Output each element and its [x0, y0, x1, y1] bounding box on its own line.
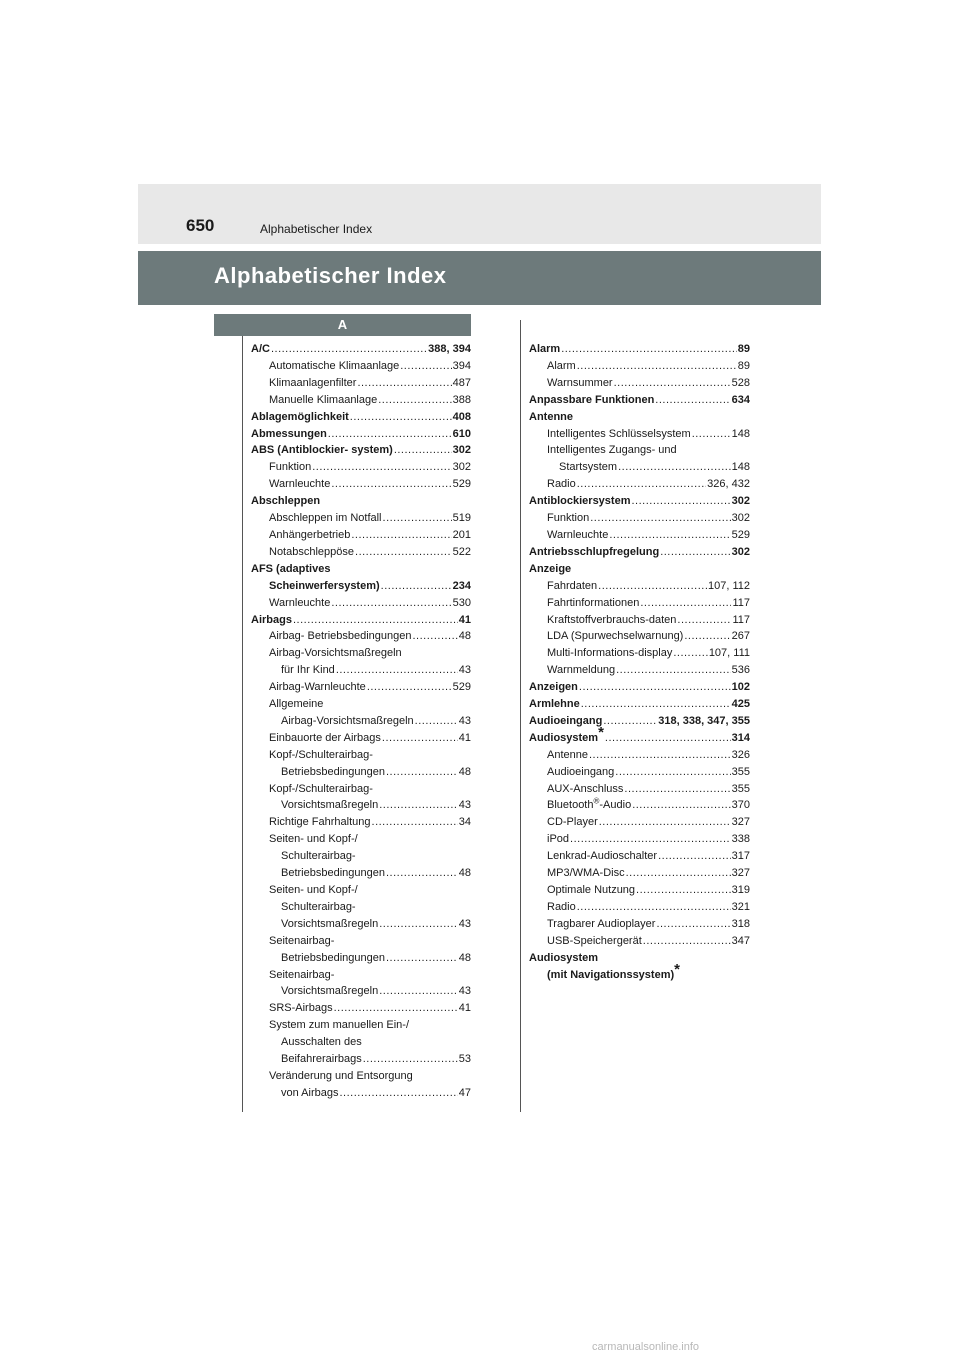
index-term: für Ihr Kind: [281, 664, 335, 677]
index-entry: [529, 713, 750, 730]
dot-leader: [660, 544, 730, 561]
dot-leader: [636, 882, 731, 899]
dot-leader: [605, 730, 731, 747]
index-term: Automatische Klimaanlage: [269, 359, 400, 372]
index-term: Radio: [547, 478, 576, 491]
dot-leader: [394, 442, 452, 459]
dot-leader: [677, 612, 731, 629]
page-reference: 321: [731, 900, 750, 913]
dot-leader: [367, 679, 452, 696]
index-term: Kraftstoffverbrauchs-daten: [547, 613, 677, 626]
index-term: Vorsichtsmaßregeln: [281, 799, 379, 812]
page-reference: 41: [458, 731, 471, 744]
dot-leader: [640, 595, 731, 612]
index-term: Klimaanlagenfilter: [269, 376, 357, 389]
index-entry: [529, 527, 750, 544]
index-term: Warnsummer: [547, 376, 613, 389]
index-heading: Ausschalten des: [281, 1036, 362, 1049]
page-reference: 302: [731, 545, 750, 558]
index-entry: [251, 1000, 471, 1017]
index-heading: Airbag-Vorsichtsmaßregeln: [269, 647, 402, 660]
dot-leader: [603, 713, 657, 730]
dot-leader: [684, 628, 730, 645]
index-term: Betriebsbedingungen: [281, 951, 385, 964]
index-term: Fahrtinformationen: [547, 596, 640, 609]
index-term: Vorsichtsmaßregeln: [281, 917, 379, 930]
dot-leader: [632, 797, 730, 814]
index-term: Ablagemöglichkeit: [251, 410, 349, 423]
index-term: Airbag-Warnleuchte: [269, 681, 366, 694]
index-entry: [529, 493, 750, 510]
index-entry: [251, 578, 471, 595]
index-entry: [529, 595, 750, 612]
dot-leader: [372, 814, 458, 831]
index-term: von Airbags: [281, 1086, 339, 1099]
index-heading: Audiosystem: [529, 951, 599, 964]
index-term: CD-Player: [547, 816, 598, 829]
index-entry: [251, 865, 471, 882]
page-reference: 347: [731, 934, 750, 947]
index-heading: Abschleppen: [251, 495, 321, 508]
dot-leader: [598, 578, 707, 595]
page-reference: 117: [732, 613, 750, 626]
index-heading: Kopf-/Schulterairbag-: [269, 782, 373, 795]
index-entry: [251, 409, 471, 426]
index-term: Beifahrerairbags: [281, 1053, 362, 1066]
page-reference: 327: [731, 816, 750, 829]
dot-leader: [357, 375, 451, 392]
index-entry: [251, 764, 471, 781]
index-term: Optimale Nutzung: [547, 884, 636, 896]
index-term: Airbag- Betriebsbedingungen: [269, 630, 412, 643]
page-reference: 148: [731, 427, 750, 440]
page-reference: 41: [458, 613, 471, 626]
dot-leader: [643, 933, 731, 950]
dot-leader: [616, 662, 731, 679]
index-entry: [529, 645, 750, 662]
index-term: Vorsichtsmaßregeln: [281, 985, 379, 998]
page-reference: 408: [452, 410, 471, 423]
page-reference: 318: [731, 917, 750, 930]
index-term: Warnleuchte: [547, 528, 609, 541]
page-title: Alphabetischer Index: [214, 263, 447, 288]
dot-leader: [293, 612, 458, 629]
index-term: Airbags: [251, 613, 292, 626]
page-reference: 326: [731, 748, 750, 761]
page-reference: 41: [458, 1002, 471, 1015]
index-entry: [529, 358, 750, 375]
index-heading: Seiten- und Kopf-/: [269, 833, 358, 846]
index-heading: Schulterairbag-: [281, 850, 356, 863]
index-term: Armlehne: [529, 698, 580, 711]
index-heading: (mit Navigationssystem)*: [547, 960, 680, 981]
index-entry: [251, 814, 471, 831]
index-entry: [529, 544, 750, 561]
page-reference: 107, 111: [708, 647, 750, 660]
dot-leader: [379, 797, 458, 814]
index-term: MP3/WMA-Disc: [547, 867, 625, 880]
index-term: Betriebsbedingungen: [281, 765, 385, 778]
dot-leader: [363, 1051, 458, 1068]
index-entry: [529, 375, 750, 392]
dot-leader: [655, 392, 730, 409]
page-reference: 234: [452, 579, 471, 592]
dot-leader: [626, 865, 731, 882]
dot-leader: [415, 713, 458, 730]
dot-leader: [615, 764, 730, 781]
index-entry: [529, 797, 750, 814]
dot-leader: [561, 341, 737, 358]
index-entry: [251, 1085, 471, 1102]
index-term: Audioeingang: [529, 714, 603, 727]
index-entry: [251, 628, 471, 645]
dot-leader: [350, 409, 452, 426]
running-title: Alphabetischer Index: [260, 222, 373, 236]
page-reference: 43: [458, 917, 471, 930]
dot-leader: [271, 341, 427, 358]
page-reference: 201: [452, 528, 471, 541]
dot-leader: [331, 476, 451, 493]
index-entry: [529, 747, 750, 764]
index-entry: [529, 426, 750, 443]
index-entry: [529, 459, 750, 476]
index-heading: Anzeige: [529, 562, 572, 575]
page-reference: 530: [452, 596, 471, 609]
dot-leader: [618, 459, 731, 476]
index-entry: [251, 476, 471, 493]
index-heading: Allgemeine: [269, 698, 324, 711]
page-reference: 319: [731, 884, 750, 896]
dot-leader: [351, 527, 451, 544]
index-entry: [251, 426, 471, 443]
index-entry: [251, 375, 471, 392]
index-entry: [251, 1051, 471, 1068]
page-reference: 48: [458, 867, 471, 880]
index-heading: Veränderung und Entsorgung: [269, 1069, 413, 1082]
index-entry: [529, 628, 750, 645]
footnote-star: *: [598, 723, 604, 741]
page-reference: 536: [731, 664, 750, 677]
dot-leader: [339, 1085, 457, 1102]
page-reference: 528: [731, 376, 750, 389]
index-entry: [529, 764, 750, 781]
page-reference: 355: [731, 782, 750, 795]
index-term: Antiblockiersystem: [529, 495, 631, 508]
index-term: Manuelle Klimaanlage: [269, 393, 378, 406]
page-reference: 43: [458, 714, 471, 727]
dot-leader: [614, 375, 731, 392]
index-term: Funktion: [269, 461, 312, 474]
index-entry: [529, 612, 750, 629]
dot-leader: [336, 662, 458, 679]
page-reference: 355: [731, 765, 750, 778]
index-heading: System zum manuellen Ein-/: [269, 1019, 409, 1032]
index-entry: [251, 983, 471, 1000]
index-term: Funktion: [547, 512, 590, 525]
index-entry: [251, 442, 471, 459]
index-term: Radio: [547, 900, 576, 913]
index-entry: [251, 341, 471, 358]
index-term: Betriebsbedingungen: [281, 867, 385, 880]
index-term: Anhängerbetrieb: [269, 528, 351, 541]
dot-leader: [589, 747, 731, 764]
page-reference: 634: [731, 393, 750, 406]
page-reference: 370: [731, 799, 750, 812]
index-entry: [529, 578, 750, 595]
index-term: Bluetooth®-Audio: [547, 796, 632, 812]
index-entry: [251, 612, 471, 629]
page-reference: 318, 338, 347, 355: [658, 714, 750, 727]
column-rule-left: [242, 336, 243, 1112]
index-entry: [529, 831, 750, 848]
index-term: Abmessungen: [251, 427, 327, 440]
dot-leader: [382, 730, 458, 747]
index-heading: AFS (adaptives: [251, 562, 331, 575]
index-term: Fahrdaten: [547, 579, 598, 592]
page-reference: 148: [731, 461, 750, 474]
dot-leader: [570, 831, 731, 848]
index-entry: [529, 662, 750, 679]
dot-leader: [312, 459, 451, 476]
index-term: LDA (Spurwechselwarnung): [547, 630, 684, 643]
index-entry: [251, 679, 471, 696]
page-reference: 388, 394: [428, 343, 471, 355]
page-number: 650: [186, 216, 215, 235]
index-term: Scheinwerfersystem): [269, 579, 380, 592]
page-reference: 338: [731, 833, 750, 846]
page-reference: 34: [458, 816, 471, 829]
dot-leader: [579, 679, 731, 696]
page-reference: 529: [452, 478, 471, 491]
page-reference: 326, 432: [707, 478, 750, 491]
index-entry: [529, 882, 750, 899]
index-term: Antenne: [547, 748, 588, 761]
dot-leader: [331, 595, 451, 612]
dot-leader: [400, 358, 451, 375]
index-entry: [529, 476, 750, 493]
index-term: Notabschleppöse: [269, 545, 355, 558]
index-column-right: [529, 341, 750, 983]
page-reference: 107, 112: [707, 579, 750, 592]
index-term: Audioeingang: [547, 765, 615, 778]
page-reference: 43: [458, 664, 471, 677]
index-heading: Antenne: [529, 410, 573, 423]
page-reference: 302: [731, 495, 750, 508]
index-term: Intelligentes Schlüsselsystem: [547, 427, 691, 440]
index-entry: [529, 341, 750, 358]
index-term: ABS (Antiblockier- system): [251, 444, 393, 457]
footnote-star: *: [674, 960, 680, 978]
page-reference: 314: [731, 731, 750, 744]
dot-leader: [590, 510, 730, 527]
index-term: iPod: [547, 833, 570, 846]
page-reference: 89: [737, 359, 750, 372]
page-reference: 425: [731, 698, 750, 711]
index-term: Warnleuchte: [269, 478, 331, 491]
dot-leader: [334, 1000, 458, 1017]
index-entry: [529, 392, 750, 409]
page-reference: 117: [732, 596, 750, 609]
index-term: Lenkrad-Audioschalter: [547, 850, 658, 863]
index-term: Alarm: [529, 343, 561, 355]
dot-leader: [386, 865, 458, 882]
index-term: AUX-Anschluss: [547, 782, 624, 795]
index-term: Anzeigen: [529, 681, 578, 694]
index-term: Audiosystem*: [529, 723, 604, 744]
index-heading: Seitenairbag-: [269, 934, 335, 947]
index-entry: [251, 595, 471, 612]
index-column-left: [251, 341, 471, 1102]
index-entry: [529, 848, 750, 865]
index-term: SRS-Airbags: [269, 1002, 333, 1015]
page-reference: 388: [452, 393, 471, 406]
page-reference: 43: [458, 985, 471, 998]
page-reference: 43: [458, 799, 471, 812]
index-entry: [529, 899, 750, 916]
column-rule-right: [520, 320, 521, 1112]
index-term: Tragbarer Audioplayer: [547, 917, 656, 930]
dot-leader: [383, 510, 452, 527]
index-entry: [251, 797, 471, 814]
dot-leader: [386, 764, 458, 781]
dot-leader: [631, 493, 730, 510]
page-reference: 102: [731, 681, 750, 694]
index-heading: Intelligentes Zugangs- und: [547, 444, 677, 457]
dot-leader: [609, 527, 730, 544]
index-entry: [251, 358, 471, 375]
dot-leader: [355, 544, 452, 561]
index-entry: [251, 730, 471, 747]
page-reference: 487: [452, 376, 471, 389]
dot-leader: [658, 848, 731, 865]
index-entry: [529, 679, 750, 696]
index-term: Warnleuchte: [269, 596, 331, 609]
page-reference: 529: [452, 681, 471, 694]
index-entry: [529, 723, 750, 747]
index-entry: [251, 544, 471, 561]
header-band: [138, 184, 821, 244]
index-heading: Seitenairbag-: [269, 968, 335, 981]
dot-leader: [379, 916, 458, 933]
dot-leader: [577, 476, 706, 493]
index-term: Antriebsschlupfregelung: [529, 545, 660, 558]
index-entry: [529, 696, 750, 713]
index-term: Abschleppen im Notfall: [269, 512, 382, 525]
index-entry: [529, 865, 750, 882]
index-entry: [529, 781, 750, 798]
index-entry: [251, 527, 471, 544]
dot-leader: [673, 645, 707, 662]
index-term: A/C: [251, 343, 270, 355]
dot-leader: [379, 983, 458, 1000]
dot-leader: [386, 950, 458, 967]
index-entry: [251, 662, 471, 679]
index-entry: [251, 916, 471, 933]
section-letter-heading: A: [214, 314, 471, 336]
dot-leader: [328, 426, 452, 443]
index-term: USB-Speichergerät: [547, 934, 642, 947]
page-reference: 522: [452, 545, 471, 558]
page-reference: 89: [737, 343, 750, 355]
index-entry: [529, 814, 750, 831]
page-reference: 529: [731, 528, 750, 541]
index-entry: [251, 713, 471, 730]
page-reference: 302: [452, 461, 471, 474]
index-entry: [529, 933, 750, 950]
index-entry: [251, 950, 471, 967]
index-term: Airbag-Vorsichtsmaßregeln: [281, 714, 414, 727]
page-reference: 47: [458, 1086, 471, 1099]
dot-leader: [378, 392, 451, 409]
page-reference: 610: [452, 427, 471, 440]
page-reference: 302: [452, 444, 471, 457]
index-term: Multi-Informations-display: [547, 647, 673, 660]
dot-leader: [656, 916, 730, 933]
index-entry: [251, 510, 471, 527]
index-entry: [529, 510, 750, 527]
index-term: Startsystem: [559, 461, 618, 474]
page-reference: 267: [731, 630, 750, 643]
dot-leader: [599, 814, 731, 831]
index-entry: [251, 392, 471, 409]
index-entry: [529, 916, 750, 933]
page-reference: 48: [458, 951, 471, 964]
index-heading: Kopf-/Schulterairbag-: [269, 748, 373, 761]
index-heading: Schulterairbag-: [281, 900, 356, 913]
dot-leader: [577, 358, 737, 375]
index-entry: [251, 459, 471, 476]
index-term: Alarm: [547, 359, 576, 372]
index-term: Anpassbare Funktionen: [529, 393, 655, 406]
dot-leader: [624, 781, 730, 798]
registered-mark: ®: [593, 796, 600, 806]
dot-leader: [381, 578, 452, 595]
index-term: Warnmeldung: [547, 664, 616, 677]
dot-leader: [692, 426, 731, 443]
page-reference: 48: [458, 630, 471, 643]
page-reference: 519: [452, 512, 471, 525]
index-heading: Seiten- und Kopf-/: [269, 884, 358, 896]
index-term: Einbauorte der Airbags: [269, 731, 381, 744]
page-reference: 394: [452, 359, 471, 372]
page-reference: 302: [731, 512, 750, 525]
page-reference: 327: [731, 867, 750, 880]
page-reference: 48: [458, 765, 471, 778]
page-reference: 53: [458, 1053, 471, 1066]
dot-leader: [413, 628, 458, 645]
footer-watermark: carmanualsonline.info: [592, 1341, 700, 1353]
page-reference: 317: [731, 850, 750, 863]
dot-leader: [581, 696, 731, 713]
dot-leader: [577, 899, 731, 916]
index-term: Richtige Fahrhaltung: [269, 816, 371, 829]
